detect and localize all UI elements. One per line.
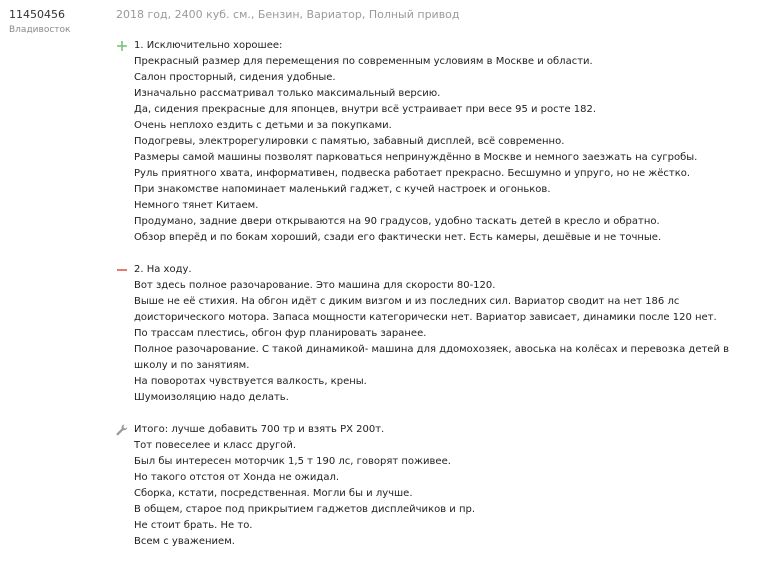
text-line: Полное разочарование. С такой динамикой- машина для ддомохозяек, авоська на колёсах и перевозка детей в [134, 344, 730, 355]
cons-section [134, 262, 774, 406]
text-line: Руль приятного хвата, информативен, подвеска работает прекрасно. Бесшумно и упруго, но не жёстко. [134, 168, 691, 179]
text-line: 2. На ходу. [134, 264, 192, 275]
text-line: Был бы интересен моторчик 1,5 т 190 лс, говорят поживее. [134, 456, 451, 467]
text-line: В общем, старое под прикрытием гаджетов дисплейчиков и пр. [134, 504, 476, 515]
text-line: школу и по занятиям. [134, 360, 250, 371]
user-id[interactable]: 11450456 [9, 8, 65, 21]
pros-section [134, 38, 774, 246]
text-line: Изначально рассматривал только максимальный версию. [134, 88, 441, 99]
minus-icon [115, 263, 129, 277]
user-city: Владивосток [9, 25, 71, 35]
text-line: Обзор вперёд и по бокам хороший, сзади его фактически нет. Есть камеры, дешёвые и не точные. [134, 232, 662, 243]
text-line: доисторического мотора. Запаса мощности категорически нет. Вариатор зависает, динамики после 120 нет. [134, 312, 717, 323]
text-line: Не стоит брать. Не то. [134, 520, 253, 531]
text-line: Размеры самой машины позволят парковаться непринуждённо в Москве и немного заезжать на сугробы. [134, 152, 698, 163]
text-line: Сборка, кстати, посредственная. Могли бы и лучше. [134, 488, 413, 499]
text-line: Выше не её стихия. На обгон идёт с диким визгом и из последних сил. Вариатор сводит на нет 186 лс [134, 296, 680, 307]
summary-section [134, 422, 774, 550]
summary-text [134, 422, 774, 550]
wrench-icon [115, 423, 129, 437]
text-line: Итого: лучше добавить 700 тр и взять РХ 200т. [134, 424, 385, 435]
cons-text [134, 262, 774, 406]
text-line: Вот здесь полное разочарование. Это машина для скорости 80-120. [134, 280, 496, 291]
text-line: Немного тянет Китаем. [134, 200, 259, 211]
text-line: На поворотах чувствуется валкость, крены. [134, 376, 367, 387]
plus-icon [115, 39, 129, 53]
text-line: При знакомстве напоминает маленький гаджет, с кучей настроек и огоньков. [134, 184, 551, 195]
car-info: 2018 год, 2400 куб. см., Бензин, Вариатор, Полный привод [116, 8, 460, 21]
text-line: Но такого отстоя от Хонда не ожидал. [134, 472, 340, 483]
pros-text [134, 38, 774, 246]
text-line: Всем с уважением. [134, 536, 235, 547]
text-line: Тот повеселее и класс другой. [134, 440, 297, 451]
text-line: По трассам плестись, обгон фур планировать заранее. [134, 328, 427, 339]
text-line: Продумано, задние двери открываются на 90 градусов, удобно таскать детей в кресло и обратно. [134, 216, 660, 227]
text-line: Да, сидения прекрасные для японцев, внутри всё устраивает при весе 95 и росте 182. [134, 104, 597, 115]
text-line: Прекрасный размер для перемещения по современным условиям в Москве и области. [134, 56, 593, 67]
text-line: Шумоизоляцию надо делать. [134, 392, 289, 403]
text-line: Подогревы, электрорегулировки с памятью, забавный дисплей, всё современно. [134, 136, 565, 147]
text-line: 1. Исключительно хорошее: [134, 40, 283, 51]
text-line: Очень неплохо ездить с детьми и за покупками. [134, 120, 392, 131]
text-line: Салон просторный, сидения удобные. [134, 72, 336, 83]
